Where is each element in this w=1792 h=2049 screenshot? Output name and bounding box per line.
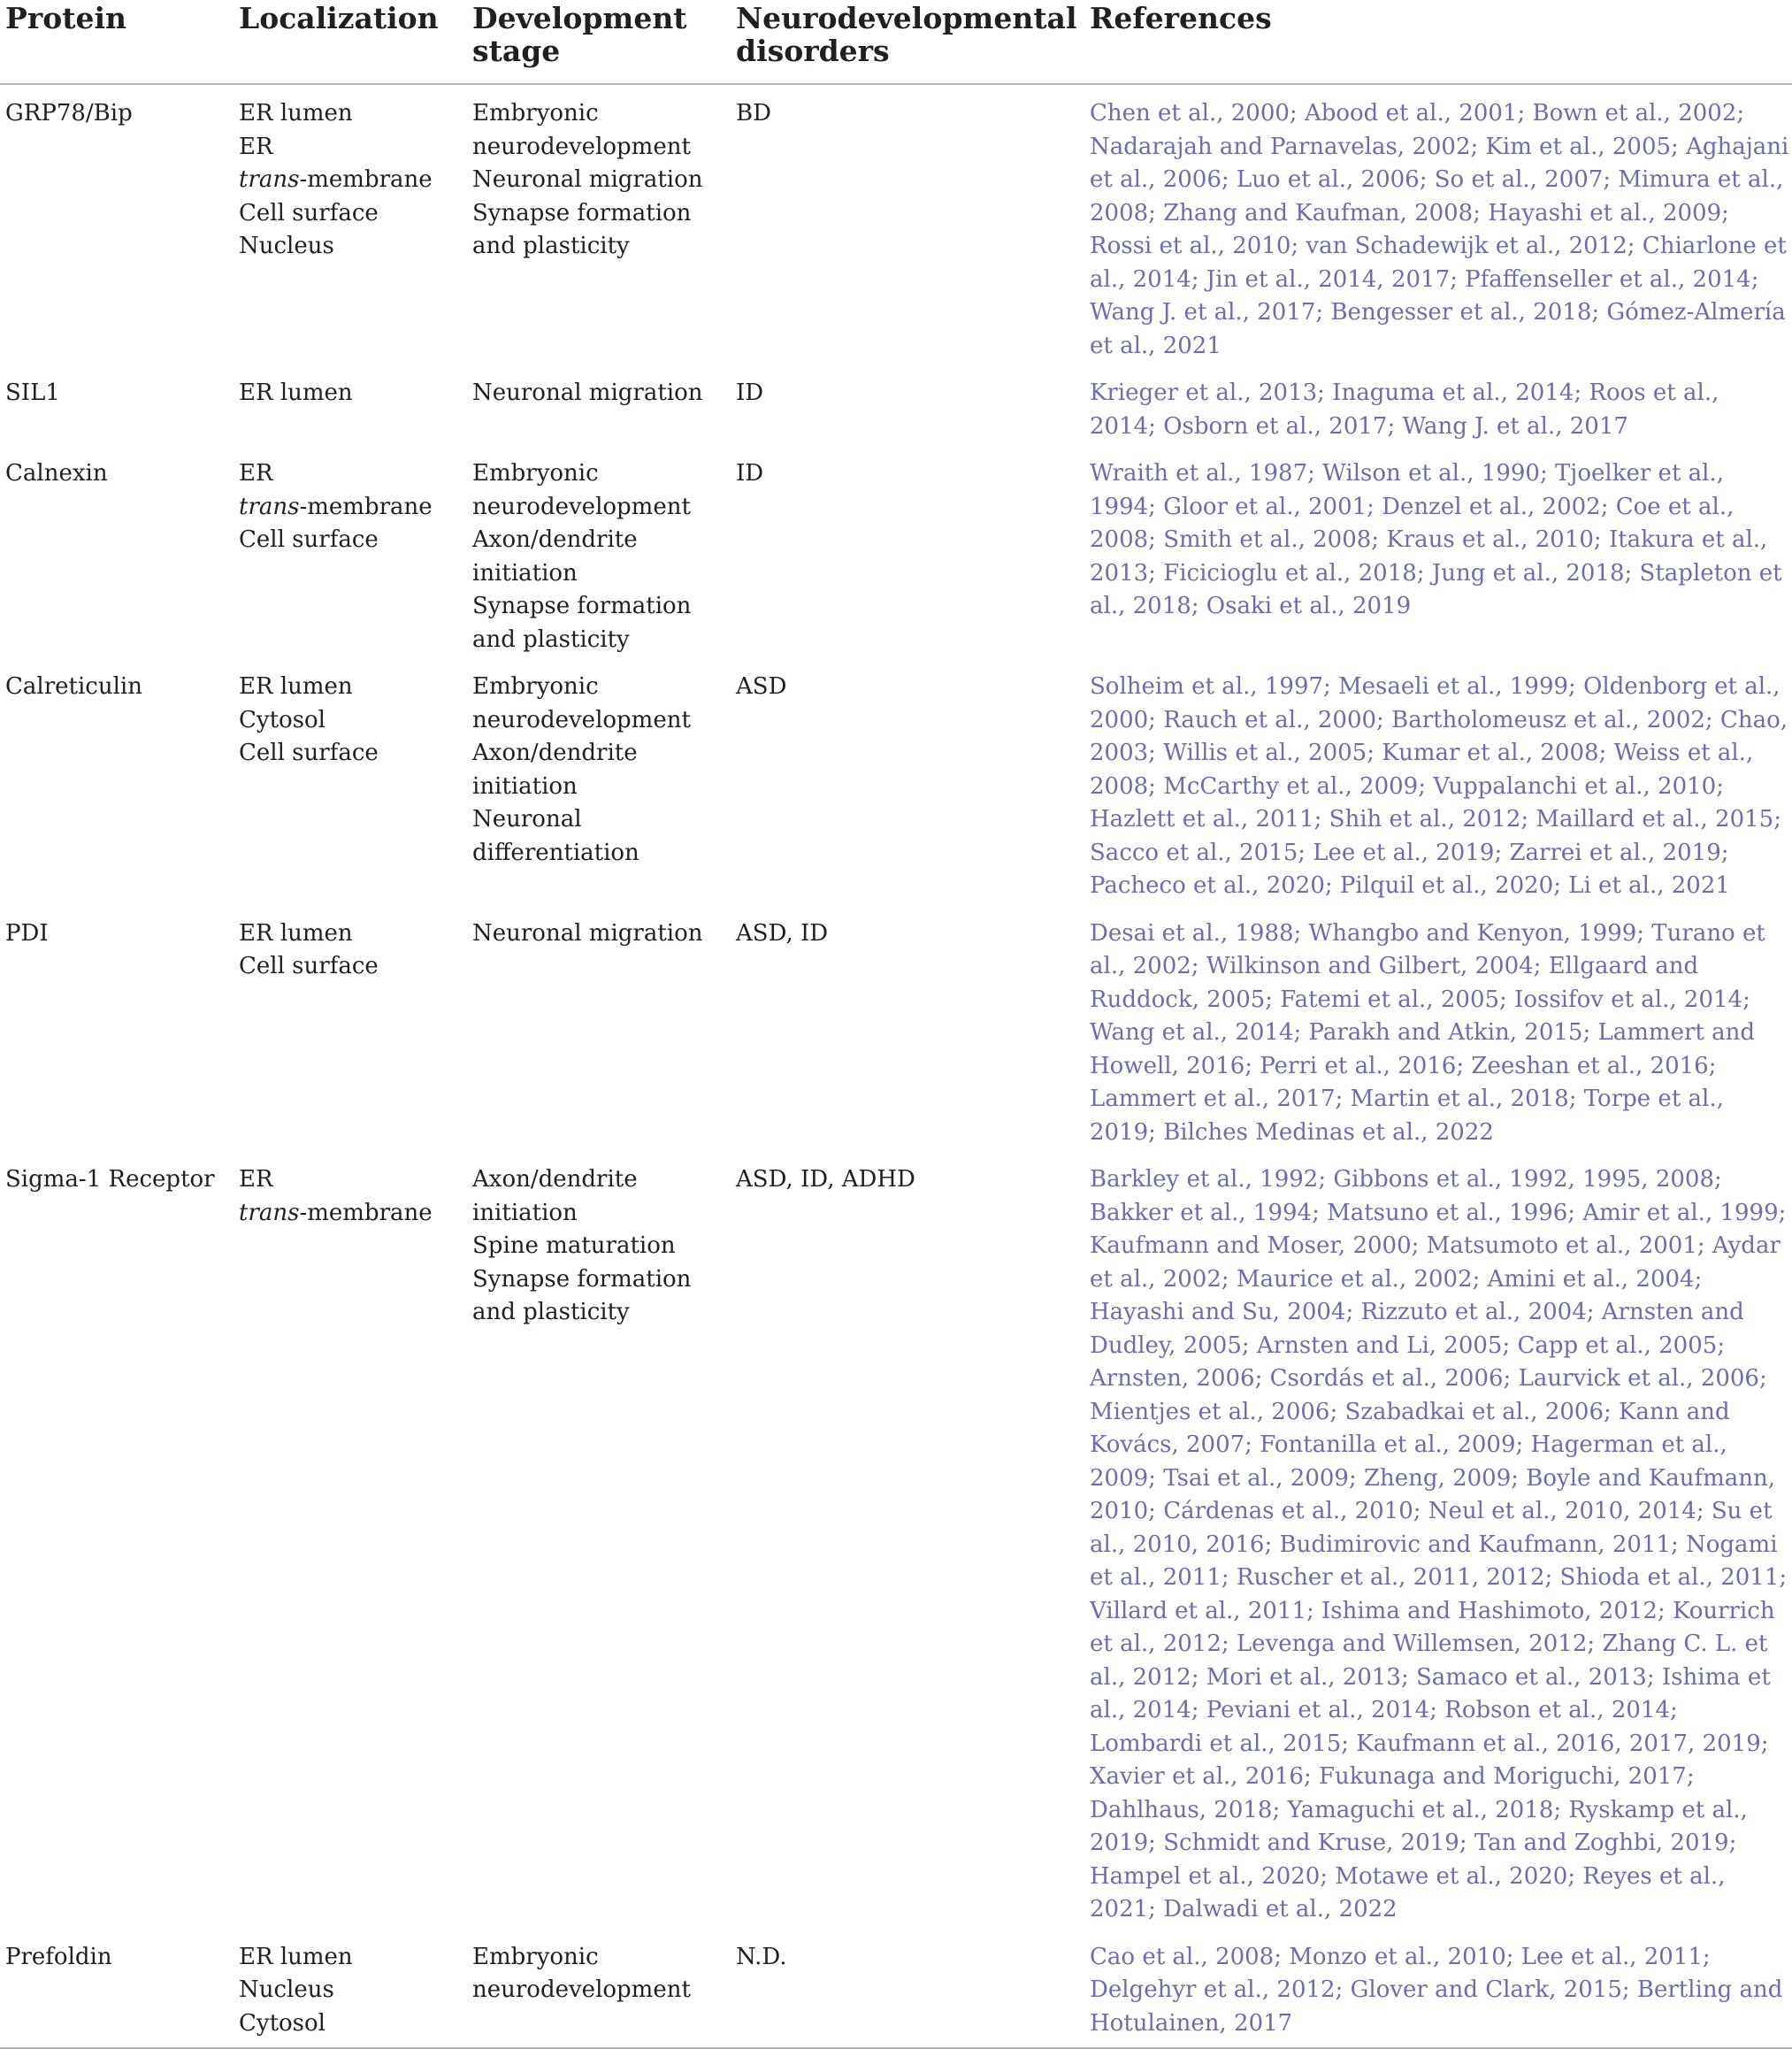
- cell-development-stage: Neuronal migration: [472, 380, 703, 406]
- cell-localization: ER trans-membrane: [239, 1166, 433, 1226]
- table-row: [0, 909, 1792, 1155]
- table-row: [0, 1932, 1792, 2049]
- cell-localization: ER lumen ER trans-membrane Cell surface Nucleus: [239, 100, 433, 259]
- cell-protein: SIL1: [5, 380, 60, 406]
- cell-development-stage: Neuronal migration: [472, 919, 703, 947]
- header-localization: Localization: [234, 0, 467, 84]
- cell-neurodevelopmental-disorders: ASD, ID: [736, 919, 829, 947]
- cell-neurodevelopmental-disorders: ASD, ID, ADHD: [736, 1166, 915, 1193]
- cell-protein: Calnexin: [5, 460, 108, 487]
- header-protein: Protein: [0, 0, 234, 84]
- cell-localization: ER lumen Cytosol Cell surface: [239, 673, 379, 766]
- cell-localization: ER trans-membrane Cell surface: [239, 460, 433, 553]
- cell-protein: Sigma-1 Receptor: [5, 1166, 215, 1193]
- cell-protein: PDI: [5, 919, 49, 947]
- cell-development-stage: Embryonic neurodevelopment Neuronal migration Synapse formation and plasticity: [472, 100, 703, 259]
- cell-neurodevelopmental-disorders: N.D.: [731, 1932, 1084, 2049]
- table-row: [0, 662, 1792, 909]
- cell-references: Wraith et al., 1987; Wilson et al., 1990; Tjoelker et al., 1994; Gloor et al., 2001; Denzel et al., 2002; Coe et al., 2008; Smith et al., 2008; Kraus et al., 2010; Itakura et al., 2013; Ficicioglu et al., 2018; Jung et al., 2018; Stapleton et al., 2018; Osaki et al., 2019: [1090, 460, 1782, 619]
- cell-development-stage: Axon/dendrite initiation Spine maturation Synapse formation and plasticity: [472, 1166, 692, 1325]
- cell-development-stage: Embryonic neurodevelopment Axon/dendrite initiation Neuronal differentiation: [472, 673, 691, 866]
- header-references: References: [1084, 0, 1792, 84]
- cell-development-stage: Embryonic neurodevelopment Axon/dendrite initiation Synapse formation and plasticity: [472, 460, 692, 653]
- cell-protein: Calreticulin: [5, 673, 142, 700]
- cell-neurodevelopmental-disorders: BD: [736, 100, 771, 127]
- cell-references: Barkley et al., 1992; Gibbons et al., 1992, 1995, 2008; Bakker et al., 1994; Matsuno et al., 1996; Amir et al., 1999; Kaufmann and Moser, 2000; Matsumoto et al., 2001; Aydar et al., 2002; Maurice et al., 2002; Amini et al., 2004; Hayashi and Su, 2004; Rizzuto et al., 2004; Arnsten and Dudley, 2005; Arnsten and Li, 2005; Capp et al., 2005; Arnsten, 2006; Csordás et al., 2006; Laurvick et al., 2006; Mientjes et al., 2006; Szabadkai et al., 2006; Kann and Kovács, 2007; Fontanilla et al., 2009; Hagerman et al., 2009; Tsai et al., 2009; Zheng, 2009; Boyle and Kaufmann, 2010; Cárdenas et al., 2010; Neul et al., 2010, 2014; Su et al., 2010, 2016; Budimirovic and Kaufmann, 2011; Nogami et al., 2011; Ruscher et al., 2011, 2012; Shioda et al., 2011; Villard et al., 2011; Ishima and Hashimoto, 2012; Kourrich et al., 2012; Levenga and Willemsen, 2012; Zhang C. L. et al., 2012; Mori et al., 2013; Samaco et al., 2013; Ishima et al., 2014; Peviani et al., 2014; Robson et al., 2014; Lombardi et al., 2015; Kaufmann et al., 2016, 2017, 2019; Xavier et al., 2016; Fukunaga and Moriguchi, 2017; Dahlhaus, 2018; Yamaguchi et al., 2018; Ryskamp et al., 2019; Schmidt and Kruse, 2019; Tan and Zoghbi, 2019; Hampel et al., 2020; Motawe et al., 2020; Reyes et al., 2021; Dalwadi et al., 2022: [1090, 1166, 1788, 1922]
- cell-neurodevelopmental-disorders: ID: [736, 460, 764, 487]
- header-development-stage: Development stage: [467, 0, 731, 84]
- table-row: [0, 1155, 1792, 1932]
- cell-references: Solheim et al., 1997; Mesaeli et al., 1999; Oldenborg et al., 2000; Rauch et al., 2000; Bartholomeusz et al., 2002; Chao, 2003; Willis et al., 2005; Kumar et al., 2008; Weiss et al., 2008; McCarthy et al., 2009; Vuppalanchi et al., 2010; Hazlett et al., 2011; Shih et al., 2012; Maillard et al., 2015; Sacco et al., 2015; Lee et al., 2019; Zarrei et al., 2019; Pacheco et al., 2020; Pilquil et al., 2020; Li et al., 2021: [1090, 673, 1788, 899]
- cell-localization: ER lumen Cell surface: [239, 919, 379, 979]
- header-neurodevelopmental-disorders: Neurodevelopmental disorders: [731, 0, 1084, 84]
- table-row: [0, 449, 1792, 662]
- table-row: [0, 84, 1792, 368]
- table-row: [0, 368, 1792, 449]
- cell-neurodevelopmental-disorders: ID: [736, 380, 764, 406]
- cell-localization: ER lumen: [239, 380, 353, 406]
- header-row: [0, 0, 1792, 84]
- cell-references: Chen et al., 2000; Abood et al., 2001; Bown et al., 2002; Nadarajah and Parnavelas, 2002; Kim et al., 2005; Aghajani et al., 2006; Luo et al., 2006; So et al., 2007; Mimura et al., 2008; Zhang and Kaufman, 2008; Hayashi et al., 2009; Rossi et al., 2010; van Schadewijk et al., 2012; Chiarlone et al., 2014; Jin et al., 2014, 2017; Pfaffenseller et al., 2014; Wang J. et al., 2017; Bengesser et al., 2018; Gómez-Almería et al., 2021: [1090, 100, 1789, 359]
- cell-localization: ER lumen Nucleus Cytosol: [234, 1932, 467, 2049]
- table-body: [0, 84, 1792, 2048]
- cell-references: Cao et al., 2008; Monzo et al., 2010; Lee et al., 2011; Delgehyr et al., 2012; Glover and Clark, 2015; Bertling and Hotulainen, 2017: [1084, 1932, 1792, 2049]
- cell-development-stage: Embryonic neurodevelopment: [467, 1932, 731, 2049]
- table-header: [0, 0, 1792, 84]
- cell-protein: GRP78/Bip: [5, 100, 133, 127]
- cell-neurodevelopmental-disorders: ASD: [736, 673, 787, 700]
- cell-references: Krieger et al., 2013; Inaguma et al., 2014; Roos et al., 2014; Osborn et al., 2017; Wang J. et al., 2017: [1090, 380, 1719, 440]
- cell-protein: Prefoldin: [0, 1932, 234, 2049]
- cell-references: Desai et al., 1988; Whangbo and Kenyon, 1999; Turano et al., 2002; Wilkinson and Gilbert, 2004; Ellgaard and Ruddock, 2005; Fatemi et al., 2005; Iossifov et al., 2014; Wang et al., 2014; Parakh and Atkin, 2015; Lammert and Howell, 2016; Perri et al., 2016; Zeeshan et al., 2016; Lammert et al., 2017; Martin et al., 2018; Torpe et al., 2019; Bilches Medinas et al., 2022: [1090, 919, 1765, 1146]
